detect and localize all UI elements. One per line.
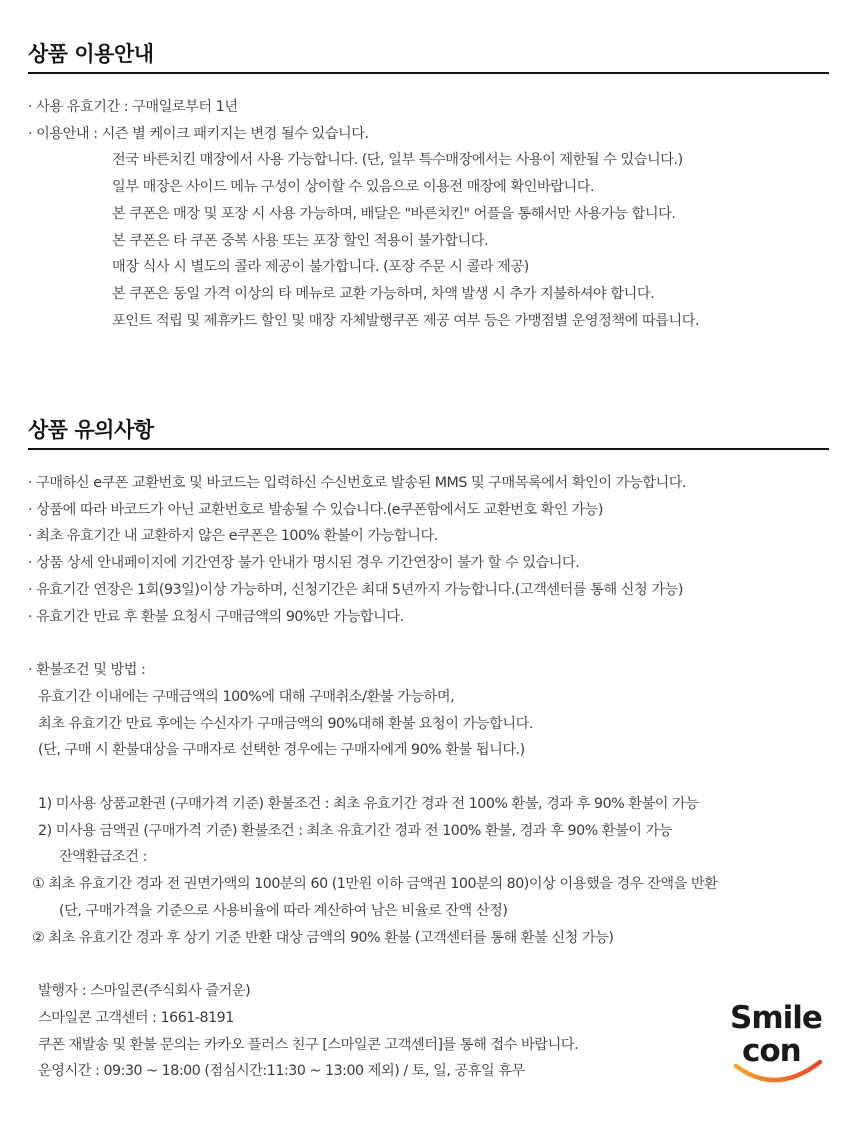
notice-line: · 구매하신 e쿠폰 교환번호 및 바코드는 입력하신 수신번호로 발송된 MMS 및 구매목록에서 확인이 가능합니다.: [28, 475, 687, 491]
logo-smile-curve-icon: [728, 1000, 828, 1086]
usage-info-line: 일부 매장은 사이드 메뉴 구성이 상이할 수 있음으로 이용전 매장에 확인바랍니다.: [112, 179, 595, 196]
refund-condition-line: 2) 미사용 금액권 (구매가격 기준) 환불조건 : 최초 유효기간 경과 전 100% 환불, 경과 후 90% 환불이 가능: [38, 822, 673, 839]
spacer: [28, 630, 829, 657]
spacer: [28, 951, 829, 978]
logo-text-con: con: [742, 1033, 801, 1069]
operating-hours-line: 운영시간 : 09:30 ~ 18:00 (점심시간:11:30 ~ 13:00 제외) / 토, 일, 공휴일 휴무: [38, 1063, 525, 1080]
usage-guide-title: 상품 이용안내: [28, 36, 829, 74]
usage-info-line: · 이용안내 : 시즌 별 케이크 패키지는 변경 될수 있습니다.: [28, 125, 369, 142]
spacer: [28, 764, 829, 791]
notice-line: · 상품 상세 안내페이지에 기간연장 불가 안내가 명시된 경우 기간연장이 불가 할 수 있습니다.: [28, 555, 580, 572]
notice-line: · 유효기간 만료 후 환불 요청시 구매금액의 90%만 가능합니다.: [28, 608, 404, 625]
balance-item: ② 최초 유효기간 경과 후 상기 기준 반환 대상 금액의 90% 환불 (고객센터를 통해 환불 신청 가능): [32, 929, 614, 946]
usage-info-line: 포인트 적립 및 제휴카드 할인 및 매장 자체발행쿠폰 제공 여부 등은 가맹점별 운영정책에 따릅니다.: [112, 312, 700, 329]
refund-condition-line: 1) 미사용 상품교환권 (구매가격 기준) 환불조건 : 최초 유효기간 경과 전 100% 환불, 경과 후 90% 환불이 가능: [38, 796, 699, 813]
inquiry-line: 쿠폰 재발송 및 환불 문의는 카카오 플러스 친구 [스마일콘 고객센터]를 통해 접수 바랍니다.: [38, 1036, 579, 1053]
smilecon-logo: [728, 1000, 828, 1086]
refund-line: 유효기간 이내에는 구매금액의 100%에 대해 구매취소/환불 가능하며,: [38, 688, 455, 705]
usage-guide-section: [28, 36, 829, 334]
issuer-line: 발행자 : 스마일콘(주식회사 즐거운): [38, 983, 251, 1000]
usage-info-line: 본 쿠폰은 매장 및 포장 시 사용 가능하며, 배달은 "바른치킨" 어플을 통해서만 사용가능 합니다.: [112, 205, 676, 222]
precautions-list: [28, 470, 829, 1085]
notice-line: · 상품에 따라 바코드가 아닌 교환번호로 발송될 수 있습니다.(e쿠폰함에서도 교환번호 확인 가능): [28, 501, 603, 518]
refund-line: (단, 구매 시 환불대상을 구매자로 선택한 경우에는 구매자에게 90% 환불 됩니다.): [38, 742, 525, 759]
precautions-section: [28, 412, 829, 1085]
usage-period-line: · 사용 유효기간 : 구매일로부터 1년: [28, 99, 238, 115]
refund-line: 최초 유효기간 만료 후에는 수신자가 구매금액의 90%대해 환불 요청이 가능합니다.: [38, 715, 533, 732]
balance-refund-label: 잔액환급조건 :: [59, 849, 147, 866]
precautions-title: 상품 유의사항: [28, 412, 829, 450]
usage-info-line: 본 쿠폰은 동일 가격 이상의 타 메뉴로 교환 가능하며, 차액 발생 시 추가 지불하셔야 합니다.: [112, 285, 655, 302]
notice-line: · 최초 유효기간 내 교환하지 않은 e쿠폰은 100% 환불이 가능합니다.: [28, 528, 438, 545]
usage-guide-list: [28, 94, 829, 334]
customer-center-line: 스마일콘 고객센터 : 1661-8191: [38, 1009, 234, 1026]
usage-info-line: 매장 식사 시 별도의 콜라 제공이 불가합니다. (포장 주문 시 콜라 제공): [112, 259, 529, 276]
balance-item-note: (단, 구매가격을 기준으로 사용비율에 따라 계산하여 남은 비율로 잔액 산정): [59, 902, 508, 919]
logo-text-smile: Smile: [730, 1000, 822, 1036]
usage-info-line: 전국 바른치킨 매장에서 사용 가능합니다. (단, 일부 특수매장에서는 사용이 제한될 수 있습니다.): [112, 152, 683, 169]
refund-title: · 환불조건 및 방법 :: [28, 662, 146, 679]
balance-item: ① 최초 유효기간 경과 전 권면가액의 100분의 60 (1만원 이하 금액권 100분의 80)이상 이용했을 경우 잔액을 반환: [32, 876, 718, 893]
usage-info-line: 본 쿠폰은 타 쿠폰 중복 사용 또는 포장 할인 적용이 불가합니다.: [112, 232, 489, 249]
notice-line: · 유효기간 연장은 1회(93일)이상 가능하며, 신청기간은 최대 5년까지 가능합니다.(고객센터를 통해 신청 가능): [28, 581, 683, 598]
